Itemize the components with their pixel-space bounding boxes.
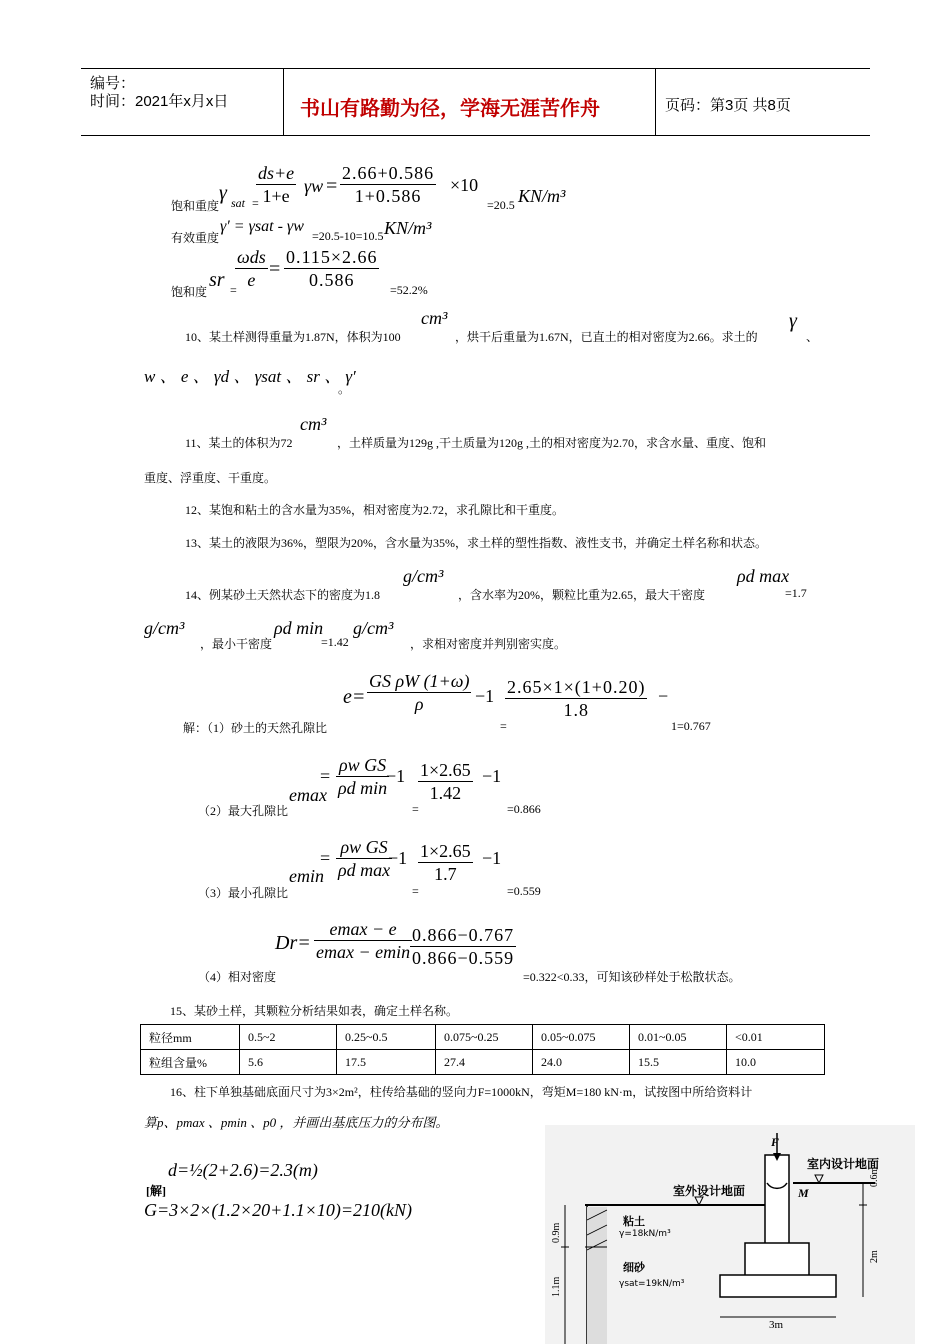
sol1-num: GS ρW (1+ω) [369, 671, 470, 691]
fig-M: M [798, 1186, 809, 1200]
code-label: 编号： [90, 75, 136, 92]
sol1-label: 解：（1）砂土的天然孔隙比 [183, 721, 328, 735]
sol4-lhs: Dr= [275, 932, 311, 954]
table-cell: 10.0 [727, 1050, 825, 1075]
header-bottom-line [81, 135, 870, 136]
sr-equals-sign: = [269, 258, 281, 280]
table-cell: 17.5 [337, 1050, 436, 1075]
q16-g-expr: G=3×2×(1.2×20+1.1×10)=210(kN) [144, 1200, 412, 1220]
sat-result: =20.5 [487, 198, 515, 212]
sol3-label: （3）最小孔隙比 [198, 886, 289, 900]
sat-frac-1 [256, 162, 296, 207]
sat-frac-2-num: 2.66+0.586 [342, 163, 435, 183]
sr-frac-1-den: e [247, 270, 256, 290]
question-13: 13、某土的液限为36%，塑限为20%，含水量为35%，求土样的塑性指数、液性支书，并确定土样名称和状态。 [185, 536, 767, 550]
sat-frac-1-den: 1+e [262, 186, 290, 206]
footing [720, 1275, 836, 1297]
foundation-figure [545, 1125, 915, 1344]
sat-label: 饱和重度 [171, 199, 220, 213]
fig-sand: 细砂 [623, 1261, 645, 1274]
q14-unit-1: g/cm³ [403, 566, 444, 586]
sol1-den: ρ [414, 694, 424, 714]
sol2-frac-1 [336, 754, 389, 799]
q10-symbols: w 、 e 、 γd 、 γsat 、 sr 、 γ′ [144, 367, 356, 386]
q14-unit-2: g/cm³ [144, 618, 185, 638]
q11-text-2: ，土样质量为129g ,干土质量为120g ,土的相对密度为2.70，求含水量、重度、饱和 [337, 436, 767, 450]
sol2-result: =0.866 [507, 802, 541, 816]
q14-text-1: 14、例某砂土天然状态下的密度为1.8 [185, 588, 381, 602]
sat-sub: sat [231, 196, 246, 210]
indoor-marker [815, 1175, 823, 1183]
sr-frac-2 [284, 246, 379, 291]
sol4-num: emax − e [314, 918, 412, 941]
sol1-den2: 1.8 [563, 700, 589, 720]
sol4-frac-1 [314, 918, 412, 963]
sol3-lhs: emin [289, 866, 324, 886]
header-divider-2 [655, 68, 656, 136]
q14-text-3: ，最小干密度 [200, 637, 273, 651]
sol2-den: ρd min [338, 778, 388, 798]
table-cell: 粒径mm [141, 1025, 240, 1050]
soil-hatch [587, 1207, 607, 1344]
sol2-num: ρw GS [336, 754, 389, 777]
q14-rho-dmin: ρd min [274, 618, 324, 638]
table-cell: 0.25~0.5 [337, 1025, 436, 1050]
table-row [141, 1050, 825, 1075]
sat-times: ×10 [450, 175, 479, 195]
sol1-result: 1=0.767 [671, 719, 711, 733]
q16-text-2: 算p、pmax 、pmin 、p0 ，并画出基底压力的分布图。 [144, 1115, 449, 1130]
fig-sand-gamma: γsat=19kN/m³ [619, 1279, 685, 1289]
q10-text-1: 10、某土样测得重量为1.87N，体积为100 [185, 330, 401, 344]
sr-result: =52.2% [390, 283, 428, 297]
eff-result: =20.5-10=10.5 [312, 229, 384, 243]
table-cell: 0.01~0.05 [630, 1025, 727, 1050]
q10-text-2: ，烘干后重量为1.67N，已直土的相对密度为2.66。求土的 [455, 330, 758, 344]
sr-sym: sr [209, 269, 225, 291]
sol1-tail: − [658, 686, 669, 706]
table-cell: 27.4 [436, 1050, 533, 1075]
sol3-num2: 1×2.65 [420, 841, 471, 861]
date-label: 时间：2021年x月x日 [90, 93, 229, 110]
fig-dim-2m: 2m [869, 1250, 880, 1263]
eff-unit: KN/m³ [384, 218, 432, 238]
q11-text-1: 11、某土的体积为72 [185, 436, 293, 450]
sol3-result: =0.559 [507, 884, 541, 898]
sol3-den2: 1.7 [434, 864, 457, 884]
sol1-frac-2 [505, 676, 647, 721]
sol4-num2: 0.866−0.767 [412, 925, 515, 945]
fig-dim-11: 1.1m [551, 1276, 562, 1297]
q10-end: 。 [338, 382, 351, 396]
sat-equals-sign: = [326, 175, 338, 197]
sr-eq: = [230, 283, 237, 297]
sr-frac-1-num: ωds [237, 247, 266, 267]
sol2-num2: 1×2.65 [420, 760, 471, 780]
sol2-minus-2: −1 [482, 766, 502, 786]
sol3-frac-1 [336, 836, 392, 881]
q14-text-4: ，求相对密度并判别密实度。 [410, 637, 567, 651]
sol2-label: （2）最大孔隙比 [198, 804, 289, 818]
sol3-frac-2 [418, 840, 473, 885]
eff-expr: γ′ = γsat - γw [220, 218, 304, 235]
q16-d-expr: d=½(2+2.6)=2.3(m) [168, 1160, 318, 1180]
header-top-line [81, 68, 870, 69]
sol1-minus: −1 [475, 686, 495, 706]
q16-text-1: 16、柱下单独基础底面尺寸为3×2m²，柱传给基础的竖向力F=1000kN，弯矩M=180 kN·m，试按图中所给资料计 [170, 1085, 753, 1099]
table-cell: 24.0 [533, 1050, 630, 1075]
sol4-den2: 0.866−0.559 [412, 948, 515, 968]
sr-frac-2-den: 0.586 [308, 270, 355, 290]
sol4-label: （4）相对密度 [198, 970, 277, 984]
q14-val-1: =1.7 [785, 586, 807, 600]
q15-text: 15、某砂土样，其颗粒分析结果如表，确定土样名称。 [170, 1004, 459, 1018]
sr-frac-1 [235, 246, 268, 291]
q11-unit: cm³ [300, 414, 327, 434]
sol2-minus: −1 [386, 766, 406, 786]
q14-val-2: =1.42 [321, 635, 349, 649]
sol2-eq: = [412, 802, 419, 816]
fig-clay: 粘土 [623, 1215, 645, 1228]
table-cell: 0.075~0.25 [436, 1025, 533, 1050]
q16-jie: [解] [146, 1184, 166, 1198]
sat-frac-2-den: 1+0.586 [354, 186, 422, 206]
sol3-eq: = [412, 884, 419, 898]
fig-dim-3m: 3m [769, 1319, 784, 1331]
q14-rho-dmax: ρd max [737, 566, 790, 586]
sol1-eq: = [500, 719, 507, 733]
sol2-frac-2 [418, 759, 473, 804]
sr-frac-2-num: 0.115×2.66 [286, 247, 378, 267]
table-cell: 0.5~2 [240, 1025, 337, 1050]
sol2-den2: 1.42 [429, 783, 462, 803]
table-cell: 粒组含量% [141, 1050, 240, 1075]
sol1-lhs: e= [343, 686, 366, 708]
sol3-minus-2: −1 [482, 848, 502, 868]
sat-gamma: γ [219, 182, 227, 204]
sat-unit: KN/m³ [518, 186, 566, 206]
sat-eq: = [252, 196, 259, 210]
sol3-num: ρw GS [336, 836, 392, 859]
q11-text-3: 重度、浮重度、干重度。 [144, 471, 277, 485]
question-12: 12、某饱和粘土的含水量为35%，相对密度为2.72，求孔隙比和干重度。 [185, 503, 564, 517]
sol1-frac-1 [367, 670, 471, 715]
sol1-num2: 2.65×1×(1+0.20) [507, 677, 646, 697]
q10-gamma: γ [789, 310, 797, 332]
fig-clay-gamma: γ=18kN/m³ [619, 1229, 671, 1239]
fig-F: F [771, 1135, 780, 1149]
sat-frac-1-num: ds+e [258, 163, 295, 183]
fig-indoor: 室内设计地面 [807, 1157, 880, 1171]
sol4-frac-2 [410, 924, 516, 969]
table-cell: 0.05~0.075 [533, 1025, 630, 1050]
sat-frac-2 [340, 162, 436, 207]
fig-dim-09: 0.9m [551, 1222, 562, 1243]
sol3-minus: −1 [388, 848, 408, 868]
fig-dim-06: 0.6m [869, 1166, 880, 1187]
sol4-result: =0.322<0.33，可知该砂样处于松散状态。 [523, 970, 741, 984]
q14-text-2: ，含水率为20%，颗粒比重为2.65，最大干密度 [458, 588, 705, 602]
sol4-den: emax − emin [316, 942, 411, 962]
sr-label: 饱和度 [171, 285, 208, 299]
fig-outdoor: 室外设计地面 [673, 1184, 746, 1198]
header-divider-1 [283, 68, 284, 136]
q10-sep: 、 [806, 330, 819, 344]
q14-unit-3: g/cm³ [353, 618, 394, 638]
sol2-equals-sign: = [320, 766, 331, 786]
sol3-equals-sign: = [320, 848, 331, 868]
sol2-lhs: emax [289, 785, 327, 805]
table-cell: 15.5 [630, 1050, 727, 1075]
grain-table [140, 1024, 825, 1075]
q10-unit: cm³ [421, 308, 448, 328]
page-label: 页码：第3页 共8页 [665, 97, 791, 114]
motto: 书山有路勤为径，学海无涯苦作舟 [300, 98, 600, 120]
table-cell: 5.6 [240, 1050, 337, 1075]
table-cell: <0.01 [727, 1025, 825, 1050]
table-row [141, 1025, 825, 1050]
eff-label: 有效重度 [171, 231, 220, 245]
sol3-den: ρd max [338, 860, 391, 880]
sat-gw: γw [304, 176, 324, 196]
